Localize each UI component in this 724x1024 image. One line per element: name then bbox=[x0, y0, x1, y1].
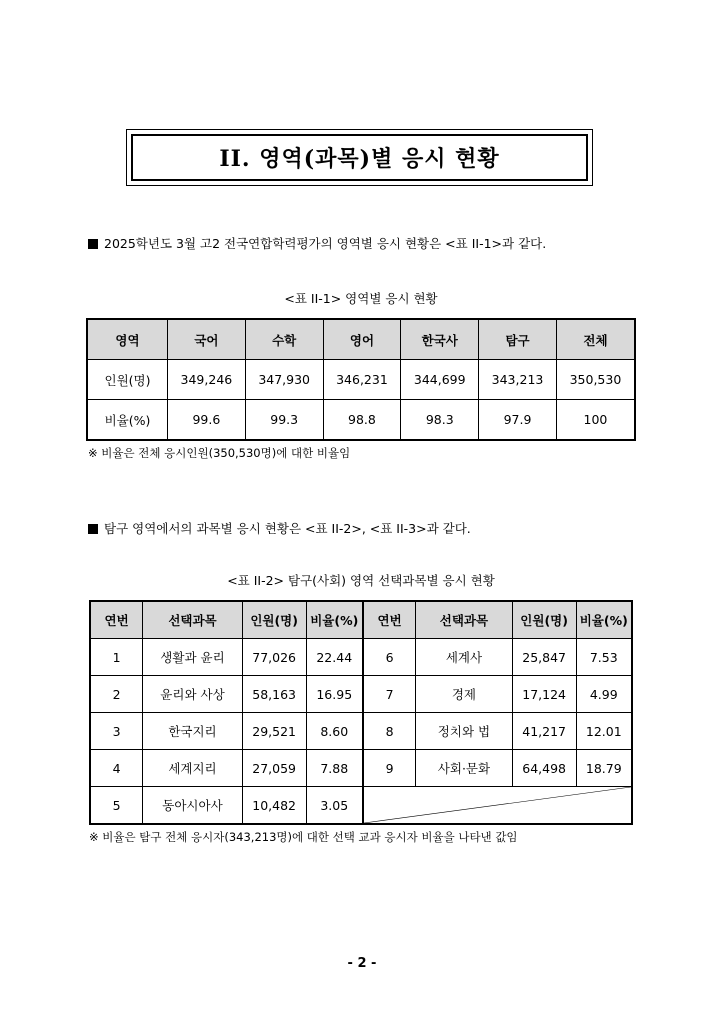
table-cell: 349,246 bbox=[168, 360, 246, 400]
table2-note: ※ 비율은 탐구 전체 응시자(343,213명)에 대한 선택 교과 응시자 비율을 나타낸 값임 bbox=[89, 830, 518, 844]
table-cell: 3.05 bbox=[306, 787, 363, 825]
table-cell: 99.3 bbox=[245, 400, 323, 441]
table-row bbox=[87, 400, 635, 441]
table-cell: 10,482 bbox=[242, 787, 306, 825]
table-row bbox=[90, 639, 632, 676]
table-cell: 9 bbox=[363, 750, 416, 787]
table-cell: 1 bbox=[90, 639, 143, 676]
table-cell: 64,498 bbox=[512, 750, 576, 787]
header-cell: 한국사 bbox=[401, 319, 479, 360]
table-cell: 99.6 bbox=[168, 400, 246, 441]
table-cell: 4.99 bbox=[576, 676, 632, 713]
title-box bbox=[126, 129, 593, 186]
table1-note: ※ 비율은 전체 응시인원(350,530명)에 대한 비율임 bbox=[88, 446, 351, 460]
table-cell: 77,026 bbox=[242, 639, 306, 676]
table-cell: 29,521 bbox=[242, 713, 306, 750]
header-cell: 수학 bbox=[245, 319, 323, 360]
header-cell: 영어 bbox=[323, 319, 401, 360]
paragraph-2-text: 탐구 영역에서의 과목별 응시 현황은 <표 II-2>, <표 II-3>과 같다. bbox=[104, 521, 471, 536]
table-row bbox=[87, 360, 635, 400]
table-cell: 4 bbox=[90, 750, 143, 787]
table-cell: 17,124 bbox=[512, 676, 576, 713]
table-cell: 7 bbox=[363, 676, 416, 713]
table-cell: 97.9 bbox=[479, 400, 557, 441]
table-cell: 27,059 bbox=[242, 750, 306, 787]
table-cell: 7.53 bbox=[576, 639, 632, 676]
empty-diagonal-cell bbox=[363, 787, 632, 825]
table-social-subjects bbox=[89, 600, 633, 825]
table-cell: 7.88 bbox=[306, 750, 363, 787]
table-cell: 경제 bbox=[416, 676, 512, 713]
table1-caption: <표 II-1> 영역별 응시 현황 bbox=[284, 291, 438, 306]
table-cell: 3 bbox=[90, 713, 143, 750]
table-cell: 25,847 bbox=[512, 639, 576, 676]
table-cell: 347,930 bbox=[245, 360, 323, 400]
table-cell: 344,699 bbox=[401, 360, 479, 400]
table-cell: 16.95 bbox=[306, 676, 363, 713]
table-cell: 8.60 bbox=[306, 713, 363, 750]
table-cell: 343,213 bbox=[479, 360, 557, 400]
table-row bbox=[90, 676, 632, 713]
table-cell: 12.01 bbox=[576, 713, 632, 750]
header-cell: 선택과목 bbox=[416, 601, 512, 639]
table-row bbox=[90, 713, 632, 750]
table2-caption: <표 II-2> 탐구(사회) 영역 선택과목별 응시 현황 bbox=[227, 573, 495, 588]
table-cell: 22.44 bbox=[306, 639, 363, 676]
table-cell: 58,163 bbox=[242, 676, 306, 713]
page-title: II. 영역(과목)별 응시 현황 bbox=[131, 134, 588, 181]
paragraph-1 bbox=[88, 234, 546, 252]
table-cell: 350,530 bbox=[556, 360, 635, 400]
table-cell: 세계사 bbox=[416, 639, 512, 676]
table-cell: 98.3 bbox=[401, 400, 479, 441]
header-cell: 연번 bbox=[363, 601, 416, 639]
header-cell: 인원(명) bbox=[242, 601, 306, 639]
row-label: 비율(%) bbox=[87, 400, 168, 441]
table-cell: 사회·문화 bbox=[416, 750, 512, 787]
row-label: 인원(명) bbox=[87, 360, 168, 400]
table-cell: 41,217 bbox=[512, 713, 576, 750]
table-cell: 생활과 윤리 bbox=[143, 639, 242, 676]
table-cell: 100 bbox=[556, 400, 635, 441]
table-row bbox=[90, 787, 632, 825]
header-cell: 국어 bbox=[168, 319, 246, 360]
header-cell: 영역 bbox=[87, 319, 168, 360]
table-row bbox=[90, 750, 632, 787]
table-cell: 윤리와 사상 bbox=[143, 676, 242, 713]
header-cell: 선택과목 bbox=[143, 601, 242, 639]
header-cell: 비율(%) bbox=[306, 601, 363, 639]
table-cell: 동아시아사 bbox=[143, 787, 242, 825]
header-cell: 탐구 bbox=[479, 319, 557, 360]
header-cell: 전체 bbox=[556, 319, 635, 360]
table-cell: 6 bbox=[363, 639, 416, 676]
table-cell: 한국지리 bbox=[143, 713, 242, 750]
diagonal-line bbox=[364, 787, 631, 823]
table-header-row bbox=[87, 319, 635, 360]
table-cell: 세계지리 bbox=[143, 750, 242, 787]
header-cell: 인원(명) bbox=[512, 601, 576, 639]
paragraph-1-text: 2025학년도 3월 고2 전국연합학력평가의 영역별 응시 현황은 <표 II-1>과 같다. bbox=[104, 236, 547, 251]
table-cell: 98.8 bbox=[323, 400, 401, 441]
header-cell: 연번 bbox=[90, 601, 143, 639]
table-cell: 2 bbox=[90, 676, 143, 713]
square-bullet-icon bbox=[88, 239, 98, 249]
table-cell: 5 bbox=[90, 787, 143, 825]
table-area-applicants bbox=[86, 318, 636, 441]
paragraph-2 bbox=[88, 519, 471, 537]
header-cell: 비율(%) bbox=[576, 601, 632, 639]
table-cell: 8 bbox=[363, 713, 416, 750]
table-cell: 18.79 bbox=[576, 750, 632, 787]
table-header-row bbox=[90, 601, 632, 639]
table-cell: 정치와 법 bbox=[416, 713, 512, 750]
table-cell: 346,231 bbox=[323, 360, 401, 400]
page-number: - 2 - bbox=[347, 956, 377, 971]
square-bullet-icon bbox=[88, 524, 98, 534]
